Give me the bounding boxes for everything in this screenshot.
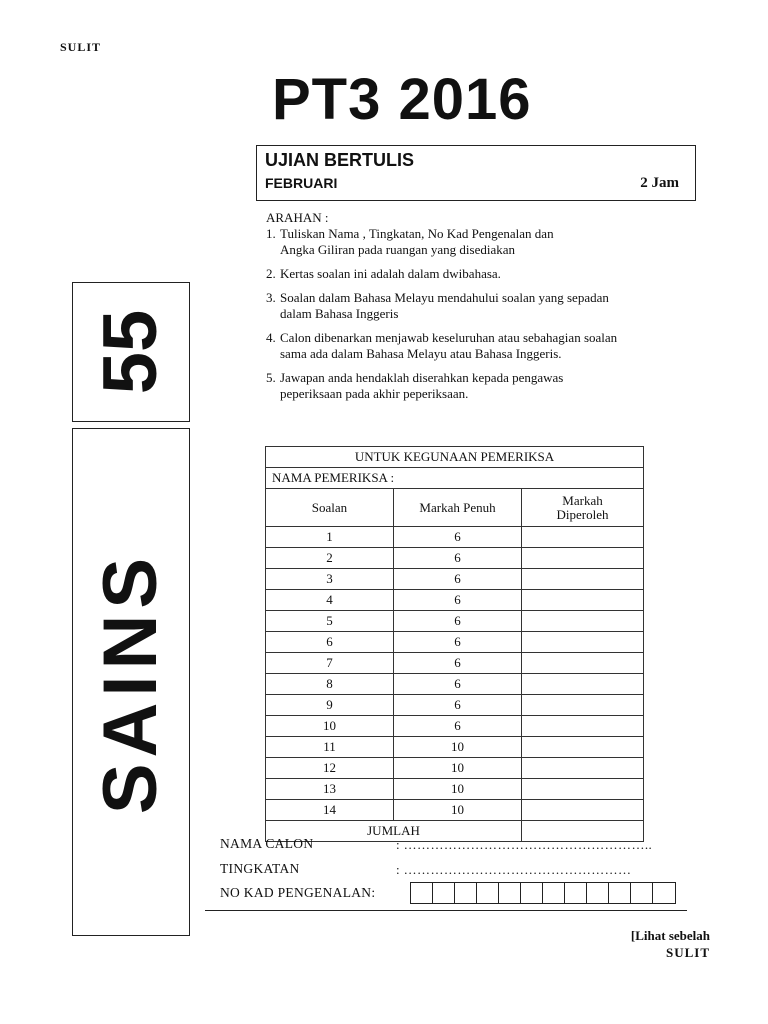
table-row	[266, 758, 644, 779]
full-marks-cell: 6	[394, 695, 522, 716]
table-row	[266, 737, 644, 758]
table-row	[266, 674, 644, 695]
instruction-number: 5.	[266, 370, 276, 385]
table-row	[266, 548, 644, 569]
marks-obtained-cell[interactable]	[522, 737, 644, 758]
instruction-item	[266, 330, 696, 362]
ic-digit-box[interactable]	[565, 883, 587, 903]
marks-obtained-cell[interactable]	[522, 569, 644, 590]
instruction-number: 3.	[266, 290, 276, 305]
question-number-cell: 2	[266, 548, 394, 569]
instruction-text-line1: Calon dibenarkan menjawab keseluruhan atau sebahagian soalan	[280, 330, 618, 345]
full-marks-cell: 10	[394, 779, 522, 800]
question-number-cell: 10	[266, 716, 394, 737]
instruction-text-line2: peperiksaan pada akhir peperiksaan.	[280, 386, 469, 401]
table-row	[266, 590, 644, 611]
instructions	[266, 210, 696, 410]
ic-number-boxes[interactable]	[410, 882, 676, 904]
sulit-bottom-label: SULIT	[665, 945, 710, 960]
marks-obtained-cell[interactable]	[522, 674, 644, 695]
instruction-text	[280, 330, 696, 362]
question-number-cell: 7	[266, 653, 394, 674]
full-marks-cell: 6	[394, 674, 522, 695]
subject-name: SAINS	[88, 551, 173, 815]
instruction-text-line2: dalam Bahasa Inggeris	[280, 306, 399, 321]
marks-obtained-cell[interactable]	[522, 800, 644, 821]
ic-digit-box[interactable]	[521, 883, 543, 903]
instruction-text-line2: Angka Giliran pada ruangan yang disediakan	[280, 242, 516, 257]
subject-code: 55	[88, 309, 173, 395]
ic-digit-box[interactable]	[455, 883, 477, 903]
instruction-text-line1: Tuliskan Nama , Tingkatan, No Kad Pengenalan dan	[280, 226, 554, 241]
question-number-cell: 3	[266, 569, 394, 590]
marks-obtained-cell[interactable]	[522, 653, 644, 674]
table-row	[266, 695, 644, 716]
instruction-item	[266, 290, 696, 322]
table-row	[266, 632, 644, 653]
candidate-ic-label: NO KAD PENGENALAN:	[220, 885, 376, 900]
subject-code-box	[72, 282, 190, 422]
table-row	[266, 716, 644, 737]
table-row	[266, 800, 644, 821]
full-marks-cell: 6	[394, 716, 522, 737]
table-row	[266, 611, 644, 632]
ic-digit-box[interactable]	[609, 883, 631, 903]
col-header-obtained	[522, 489, 644, 527]
examiner-table-title: UNTUK KEGUNAAN PEMERIKSA	[266, 447, 644, 468]
instruction-text	[280, 370, 696, 402]
candidate-form-line[interactable]: : ……………………………………………	[396, 862, 632, 877]
ic-digit-box[interactable]	[653, 883, 675, 903]
ic-digit-box[interactable]	[587, 883, 609, 903]
ic-digit-box[interactable]	[477, 883, 499, 903]
paper-duration: 2 Jam	[640, 175, 679, 191]
examiner-name-label: NAMA PEMERIKSA :	[266, 468, 644, 489]
candidate-name-line[interactable]: : ………………………………………………..	[396, 837, 653, 852]
col-header-obtained-line1: Markah	[562, 492, 603, 508]
instruction-text-line1: Soalan dalam Bahasa Melayu mendahului soalan yang sepadan	[280, 290, 609, 305]
table-row	[266, 779, 644, 800]
full-marks-cell: 10	[394, 800, 522, 821]
question-number-cell: 12	[266, 758, 394, 779]
sulit-top-label: SULIT	[60, 40, 102, 54]
question-number-cell: 6	[266, 632, 394, 653]
instructions-heading: ARAHAN :	[266, 210, 329, 225]
question-number-cell: 11	[266, 737, 394, 758]
marks-obtained-cell[interactable]	[522, 695, 644, 716]
instruction-number: 1.	[266, 226, 276, 241]
table-row	[266, 527, 644, 548]
full-marks-cell: 6	[394, 611, 522, 632]
question-number-cell: 9	[266, 695, 394, 716]
question-number-cell: 14	[266, 800, 394, 821]
candidate-name-label: NAMA CALON	[220, 836, 314, 851]
instruction-item	[266, 370, 696, 402]
full-marks-cell: 6	[394, 590, 522, 611]
table-row	[266, 569, 644, 590]
instruction-text	[280, 226, 696, 258]
paper-type: UJIAN BERTULIS	[265, 150, 415, 170]
full-marks-cell: 6	[394, 632, 522, 653]
total-label: JUMLAH	[266, 821, 522, 842]
instruction-text-line2: sama ada dalam Bahasa Melayu atau Bahasa Inggeris.	[280, 346, 562, 361]
question-number-cell: 1	[266, 527, 394, 548]
question-number-cell: 8	[266, 674, 394, 695]
examiner-table	[265, 446, 644, 842]
paper-month: FEBRUARI	[265, 175, 338, 191]
ic-digit-box[interactable]	[499, 883, 521, 903]
table-row	[266, 653, 644, 674]
paper-info-box	[256, 145, 696, 201]
full-marks-cell: 6	[394, 569, 522, 590]
instruction-text-line1: Jawapan anda hendaklah diserahkan kepada pengawas	[280, 370, 564, 385]
ic-digit-box[interactable]	[631, 883, 653, 903]
ic-digit-box[interactable]	[433, 883, 455, 903]
instruction-text-line1: Kertas soalan ini adalah dalam dwibahasa.	[280, 266, 501, 281]
full-marks-cell: 10	[394, 737, 522, 758]
candidate-form-label: TINGKATAN	[220, 861, 300, 876]
marks-obtained-cell[interactable]	[522, 779, 644, 800]
ic-digit-box[interactable]	[411, 883, 433, 903]
instruction-text	[280, 290, 696, 322]
instruction-number: 2.	[266, 266, 276, 281]
page-title: PT3 2016	[272, 67, 532, 132]
ic-digit-box[interactable]	[543, 883, 565, 903]
next-page-note: [Lihat sebelah	[630, 928, 710, 943]
marks-obtained-cell[interactable]	[522, 758, 644, 779]
instruction-text	[280, 266, 696, 282]
instruction-item	[266, 266, 696, 282]
subject-name-box	[72, 428, 190, 936]
col-header-full-marks: Markah Penuh	[394, 489, 522, 527]
col-header-question: Soalan	[266, 489, 394, 527]
col-header-obtained-line2: Diperoleh	[556, 506, 609, 522]
marks-obtained-cell[interactable]	[522, 590, 644, 611]
instructions-list	[266, 226, 696, 402]
question-number-cell: 5	[266, 611, 394, 632]
divider-line	[205, 910, 687, 911]
full-marks-cell: 6	[394, 653, 522, 674]
question-number-cell: 4	[266, 590, 394, 611]
marks-obtained-cell[interactable]	[522, 548, 644, 569]
marks-obtained-cell[interactable]	[522, 632, 644, 653]
full-marks-cell: 6	[394, 527, 522, 548]
marks-obtained-cell[interactable]	[522, 527, 644, 548]
marks-obtained-cell[interactable]	[522, 716, 644, 737]
instruction-number: 4.	[266, 330, 276, 345]
marks-obtained-cell[interactable]	[522, 611, 644, 632]
instruction-item	[266, 226, 696, 258]
full-marks-cell: 6	[394, 548, 522, 569]
full-marks-cell: 10	[394, 758, 522, 779]
question-number-cell: 13	[266, 779, 394, 800]
